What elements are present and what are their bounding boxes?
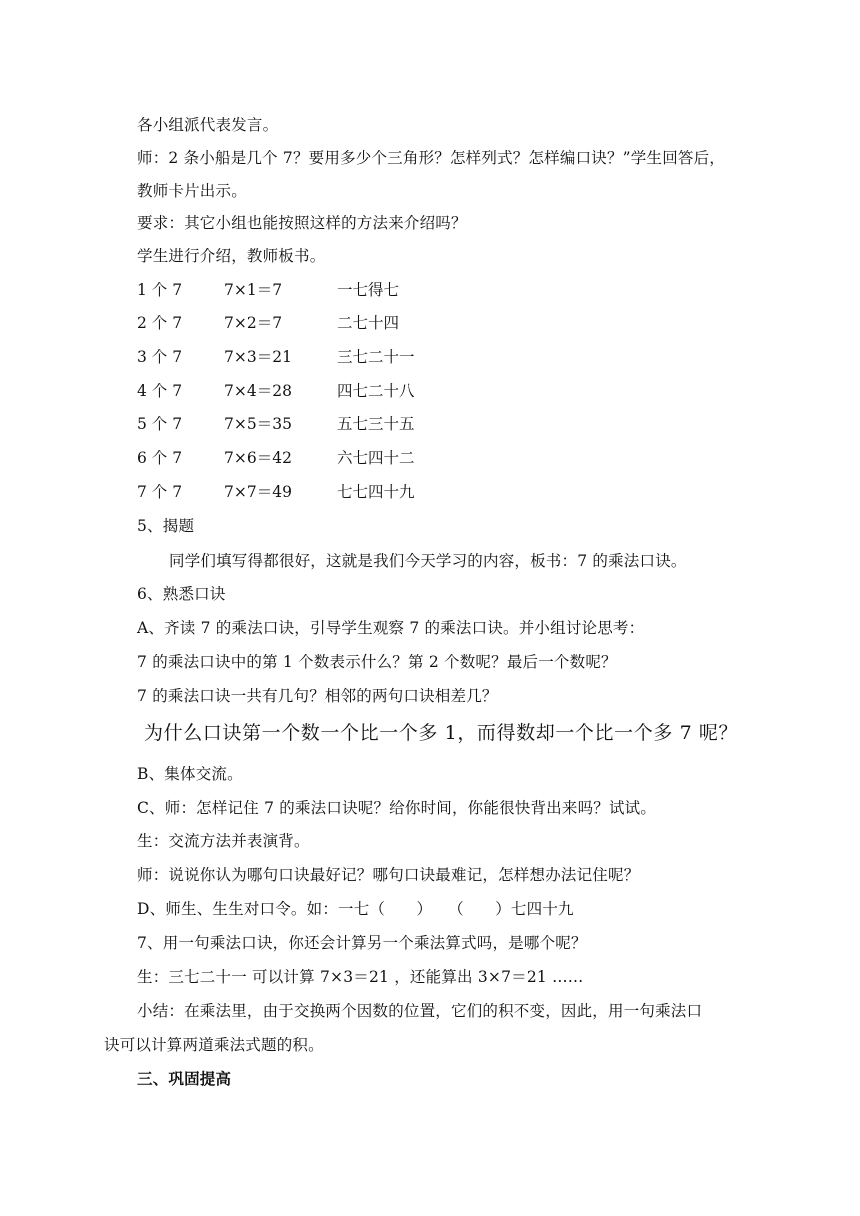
summary-line-1: 小结：在乘法里，由于交换两个因数的位置，它们的积不变，因此，用一句乘法口 (137, 1002, 703, 1020)
row-equation: 7×2＝7 (224, 314, 283, 332)
section6-d: D、师生、生生对口令。如：一七（ ） （ ）七四十九 (137, 900, 574, 918)
section5-heading: 5、揭题 (137, 517, 195, 535)
row-count: 6 个 7 (137, 449, 183, 467)
row-equation: 7×6＝42 (224, 449, 292, 467)
row-rhyme: 六七四十二 (337, 449, 415, 467)
row-rhyme: 五七三十五 (337, 415, 415, 433)
intro-line-3: 教师卡片出示。 (137, 182, 247, 200)
row-count: 3 个 7 (137, 348, 183, 366)
row-rhyme: 一七得七 (337, 281, 400, 299)
section5-text: 同学们填写得都很好，这就是我们今天学习的内容，板书：7 的乘法口诀。 (169, 552, 687, 570)
section7-student: 生：三七二十一 可以计算 7×3＝21 ，还能算出 3×7＝21 …… (137, 968, 584, 986)
section6-question-1: 7 的乘法口诀中的第 1 个数表示什么？第 2 个数呢？最后一个数呢？ (137, 653, 617, 671)
section6-teacher: 师：说说你认为哪句口诀最好记？哪句口诀最难记，怎样想办法记住呢？ (137, 866, 640, 884)
row-count: 5 个 7 (137, 415, 183, 433)
section3-heading: 三、巩固提高 (137, 1069, 232, 1088)
row-rhyme: 三七二十一 (337, 348, 415, 366)
row-count: 1 个 7 (137, 281, 183, 299)
row-rhyme: 四七二十八 (337, 382, 415, 400)
intro-line-2: 师：2 条小船是几个 7？要用多少个三角形？怎样列式？怎样编口诀？”学生回答后， (137, 149, 726, 167)
summary-line-2: 诀可以计算两道乘法式题的积。 (104, 1036, 324, 1054)
row-rhyme: 七七四十九 (337, 483, 415, 501)
row-count: 2 个 7 (137, 314, 183, 332)
section6-question-2: 7 的乘法口诀一共有几句？相邻的两句口诀相差几？ (137, 687, 498, 705)
row-rhyme: 二七十四 (337, 314, 400, 332)
section6-c: C、师：怎样记住 7 的乘法口诀呢？给你时间，你能很快背出来吗？试试。 (137, 799, 657, 817)
row-equation: 7×4＝28 (224, 382, 292, 400)
section6-heading: 6、熟悉口诀 (137, 585, 226, 603)
section7-heading: 7、用一句乘法口诀，你还会计算另一个乘法算式吗，是哪个呢？ (137, 934, 587, 952)
section6-student: 生：交流方法并表演背。 (137, 832, 310, 850)
row-count: 4 个 7 (137, 382, 183, 400)
intro-line-1: 各小组派代表发言。 (137, 116, 279, 134)
row-equation: 7×3＝21 (224, 348, 292, 366)
section6-question-3: 为什么口诀第一个数一个比一个多 1，而得数却一个比一个多 7 呢？ (144, 722, 739, 744)
intro-line-5: 学生进行介绍，教师板书。 (137, 247, 326, 265)
row-count: 7 个 7 (137, 483, 183, 501)
row-equation: 7×1＝7 (224, 281, 283, 299)
section6-b: B、集体交流。 (137, 765, 243, 783)
intro-line-4: 要求：其它小组也能按照这样的方法来介绍吗？ (137, 214, 467, 232)
row-equation: 7×5＝35 (224, 415, 292, 433)
section6-a: A、齐读 7 的乘法口诀，引导学生观察 7 的乘法口诀。并小组讨论思考： (137, 619, 645, 637)
row-equation: 7×7＝49 (224, 483, 292, 501)
